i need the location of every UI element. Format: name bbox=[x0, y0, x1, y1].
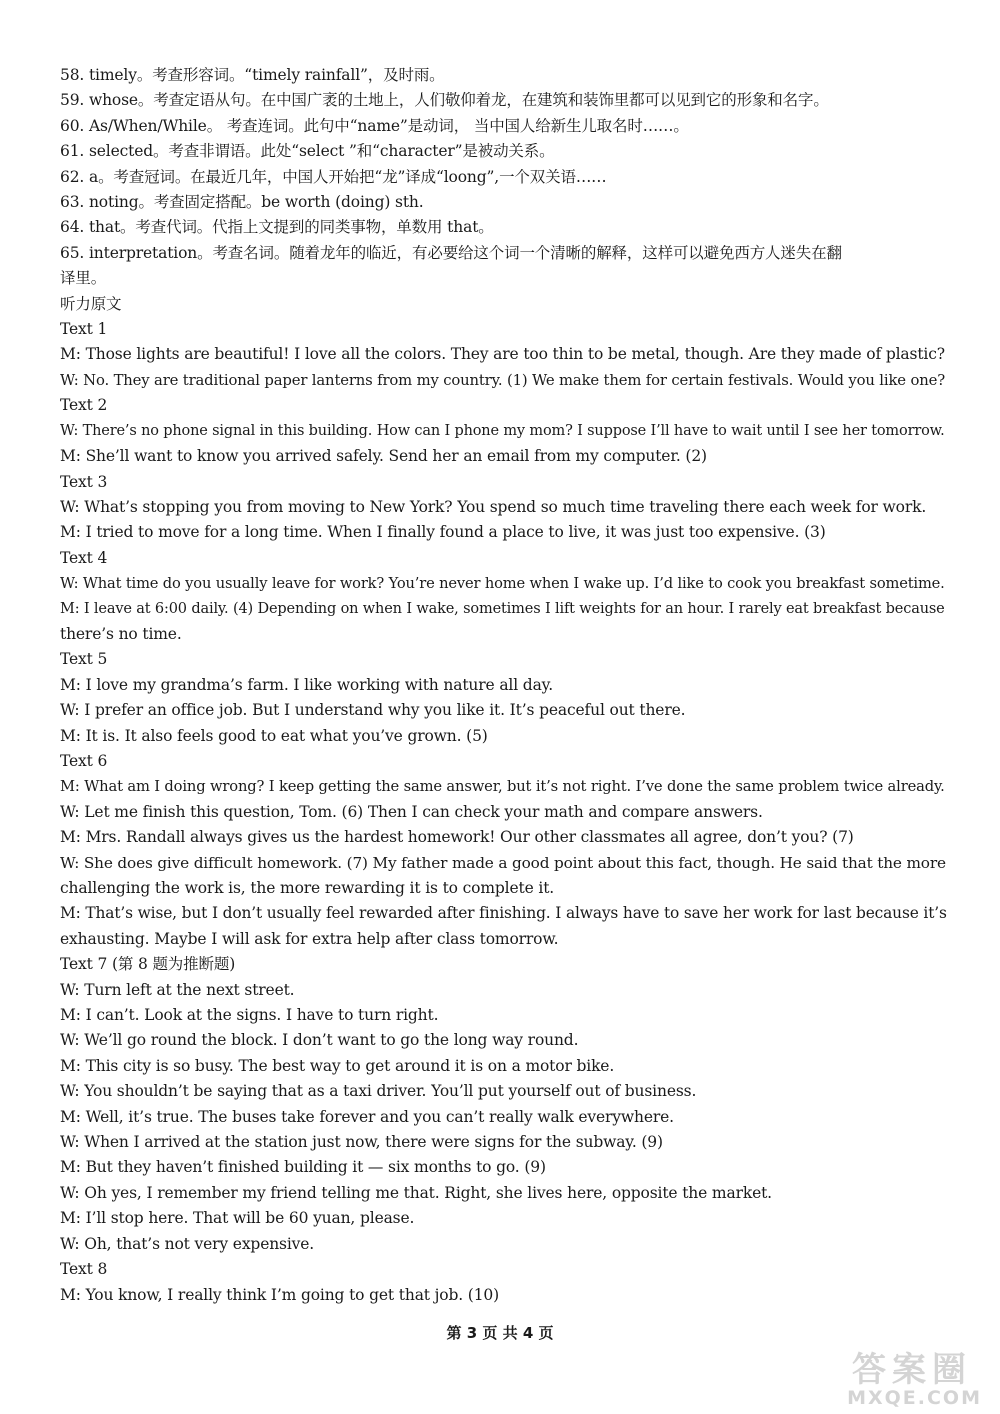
transcript-line: Text 7 (第 8 题为推断题) bbox=[60, 955, 236, 974]
transcript-line: M: Those lights are beautiful! I love all the colors. They are too thin to be metal, though. Are they made of plastic? bbox=[60, 345, 945, 364]
transcript-line: M: I love my grandma’s farm. I like working with nature all day. bbox=[60, 675, 553, 694]
transcript-line: M: She’ll want to know you arrived safely. Send her an email from my computer. (2) bbox=[60, 447, 707, 466]
section-title: 听力原文 bbox=[60, 294, 122, 313]
transcript-line: W: We’ll go round the block. I don’t want to go the long way round. bbox=[60, 1031, 579, 1050]
transcript-line: M: Mrs. Randall always gives us the hardest homework! Our other classmates all agree, don’t you? (7) bbox=[60, 828, 854, 847]
transcript-line: W: Oh, that’s not very expensive. bbox=[60, 1234, 315, 1253]
transcript-line: M: That’s wise, but I don’t usually feel rewarded after finishing. I always have to save her work for last because it’s bbox=[60, 904, 947, 923]
transcript-line: Text 8 bbox=[60, 1260, 108, 1279]
transcript-line: W: No. They are traditional paper lanterns from my country. (1) We make them for certain festivals. Would you like one? bbox=[60, 371, 945, 389]
watermark-logo bbox=[742, 1352, 982, 1410]
answer-line: 64. that。考查代词。代指上文提到的同类事物，单数用 that。 bbox=[60, 218, 494, 237]
transcript-line: challenging the work is, the more rewarding it is to complete it. bbox=[60, 879, 555, 897]
transcript-line: Text 2 bbox=[60, 396, 108, 415]
transcript-line: W: There’s no phone signal in this building. How can I phone my mom? I suppose I’ll have to wait until I see her tomorrow. bbox=[60, 422, 945, 439]
transcript-line: M: It is. It also feels good to eat what you’ve grown. (5) bbox=[60, 726, 488, 745]
transcript-line: M: Well, it’s true. The buses take forever and you can’t really walk everywhere. bbox=[60, 1107, 674, 1126]
transcript-line: W: You shouldn’t be saying that as a taxi driver. You’ll put yourself out of business. bbox=[60, 1082, 697, 1101]
page-content bbox=[60, 63, 950, 1308]
watermark-top: 答案圈 bbox=[852, 1350, 972, 1390]
transcript-line: W: Let me finish this question, Tom. (6) Then I can check your math and compare answers. bbox=[60, 802, 763, 821]
transcript-line: M: I can’t. Look at the signs. I have to turn right. bbox=[60, 1006, 439, 1025]
transcript-line: W: Turn left at the next street. bbox=[60, 980, 295, 999]
page-footer: 第 3 页 共 4 页 bbox=[446, 1324, 554, 1342]
answer-line: 63. noting。考查固定搭配。be worth (doing) sth. bbox=[60, 193, 424, 212]
watermark-bottom: MXQE.COM bbox=[847, 1387, 982, 1409]
listening-transcript bbox=[60, 317, 950, 1308]
transcript-line: W: She does give difficult homework. (7) My father made a good point about this fact, though. He said that the more bbox=[60, 853, 946, 872]
answer-line: 59. whose。考查定语从句。在中国广袤的土地上，人们敬仰着龙，在建筑和装饰里都可以见到它的形象和名字。 bbox=[60, 91, 829, 110]
answer-line: 62. a。考查冠词。在最近几年，中国人开始把“龙”译成“loong”,一个双关语…… bbox=[60, 167, 607, 186]
answer-65-line1: 65. interpretation。考查名词。随着龙年的临近，有必要给这个词一个清晰的解释，这样可以避免西方人迷失在翻 bbox=[60, 243, 842, 262]
transcript-line: exhausting. Maybe I will ask for extra help after class tomorrow. bbox=[60, 929, 559, 948]
transcript-line: Text 3 bbox=[60, 472, 108, 491]
transcript-line: M: This city is so busy. The best way to get around it is on a motor bike. bbox=[60, 1056, 615, 1075]
transcript-line: M: You know, I really think I’m going to get that job. (10) bbox=[60, 1285, 500, 1304]
transcript-line: M: I tried to move for a long time. When I finally found a place to live, it was just too expensive. (3) bbox=[60, 523, 826, 542]
transcript-line: there’s no time. bbox=[60, 624, 182, 643]
transcript-line: W: When I arrived at the station just now, there were signs for the subway. (9) bbox=[60, 1133, 663, 1152]
answer-line: 58. timely。考查形容词。“timely rainfall”，及时雨。 bbox=[60, 66, 445, 84]
transcript-line: Text 1 bbox=[60, 320, 108, 339]
transcript-line: M: I’ll stop here. That will be 60 yuan, please. bbox=[60, 1209, 415, 1228]
transcript-line: Text 4 bbox=[60, 548, 108, 567]
transcript-line: Text 6 bbox=[60, 751, 108, 770]
answer-line: 60. As/When/While。 考查连词。此句中“name”是动词， 当中国人给新生儿取名时……。 bbox=[60, 116, 689, 135]
transcript-line: W: I prefer an office job. But I understand why you like it. It’s peaceful out there. bbox=[60, 701, 686, 720]
transcript-line: M: I leave at 6:00 daily. (4) Depending on when I wake, sometimes I lift weights for an hour. I rarely eat breakfast because bbox=[60, 600, 945, 617]
transcript-line: Text 5 bbox=[60, 650, 108, 669]
transcript-line: M: What am I doing wrong? I keep getting the same answer, but it’s not right. I’ve done the same problem twice already. bbox=[60, 778, 945, 796]
transcript-line: W: What time do you usually leave for work? You’re never home when I wake up. I’d like to cook you breakfast sometime. bbox=[60, 575, 945, 593]
transcript-line: W: What’s stopping you from moving to New York? You spend so much time traveling there each week for work. bbox=[60, 497, 927, 516]
transcript-line: M: But they haven’t finished building it — six months to go. (9) bbox=[60, 1158, 546, 1177]
transcript-line: W: Oh yes, I remember my friend telling me that. Right, she lives here, opposite the market. bbox=[60, 1183, 772, 1202]
answer-65-line2: 译里。 bbox=[60, 269, 107, 288]
answer-line: 61. selected。考查非谓语。此处“select ”和“character”是被动关系。 bbox=[60, 142, 555, 161]
